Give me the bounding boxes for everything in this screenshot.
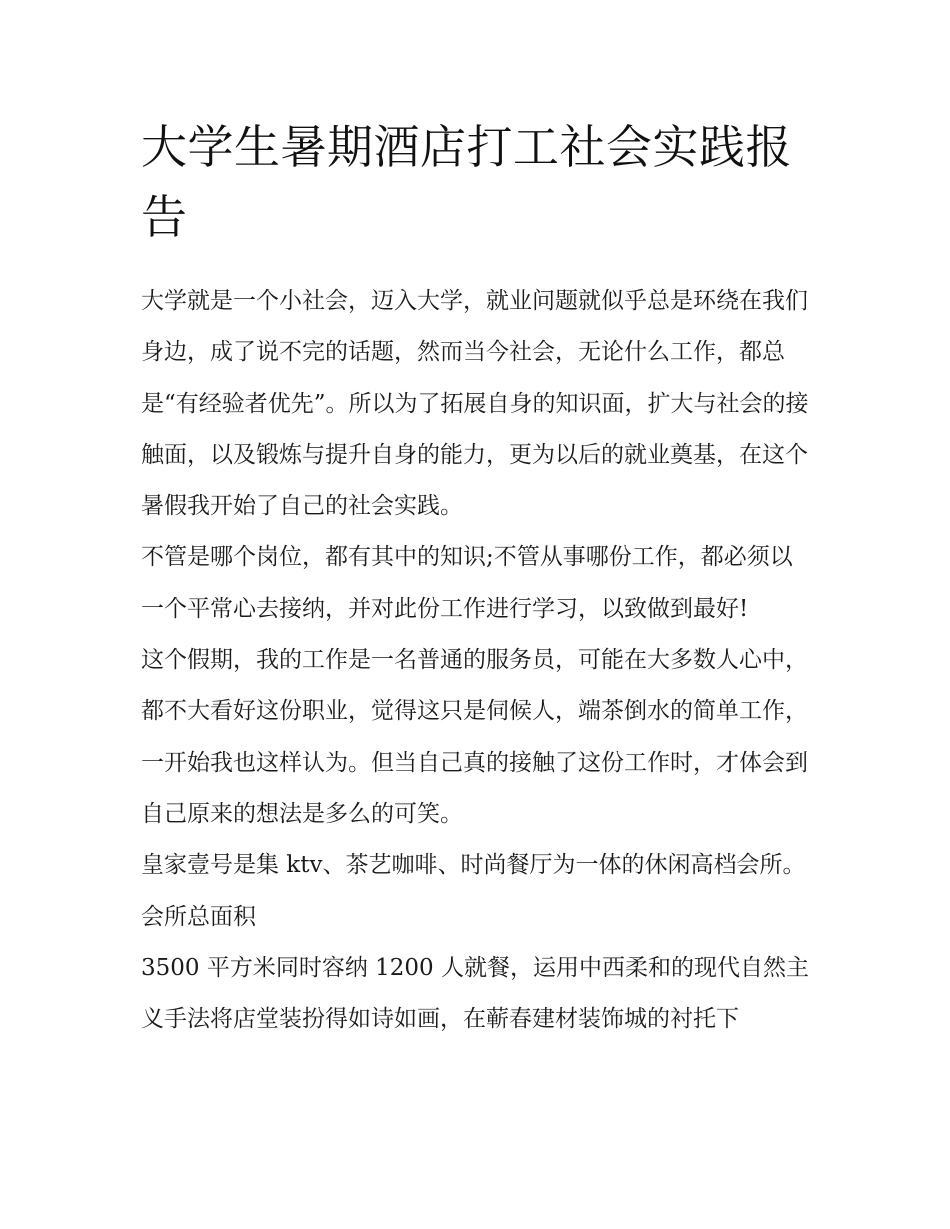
paragraph-venue: 皇家壹号是集 ktv、茶艺咖啡、时尚餐厅为一体的休闲高档会所。会所总面积 (141, 852, 806, 930)
paragraph-intro: 大学就是一个小社会，迈入大学，就业问题就似乎总是环绕在我们身边，成了说不完的话题，然而当今社会，无论什么工作，都总是“有经验者优先”。所以为了拓展自身的知识面，扩大与社会的接触面，以及锻炼与提升自身的能力，更为以后的就业奠基，在这个暑假我开始了自己的社会实践。 (141, 288, 809, 520)
document-body (141, 276, 812, 1045)
document-title: 大学生暑期酒店打工社会实践报告 (141, 120, 792, 244)
paragraph-attitude: 不管是哪个岗位，都有其中的知识;不管从事哪份工作，都必须以一个平常心去接纳，并对此份工作进行学习，以致做到最好! (141, 544, 793, 622)
paragraph-job: 这个假期，我的工作是一名普通的服务员，可能在大多数人心中，都不大看好这份职业，觉得这只是伺候人，端茶倒水的简单工作，一开始我也这样认为。但当自己真的接触了这份工作时，才体会到自己原来的想法是多么的可笑。 (141, 647, 808, 827)
paragraph-area: 3500 平方米同时容纳 1200 人就餐，运用中西柔和的现代自然主义手法将店堂装扮得如诗如画，在蕲春建材装饰城的衬托下 (141, 954, 809, 1033)
